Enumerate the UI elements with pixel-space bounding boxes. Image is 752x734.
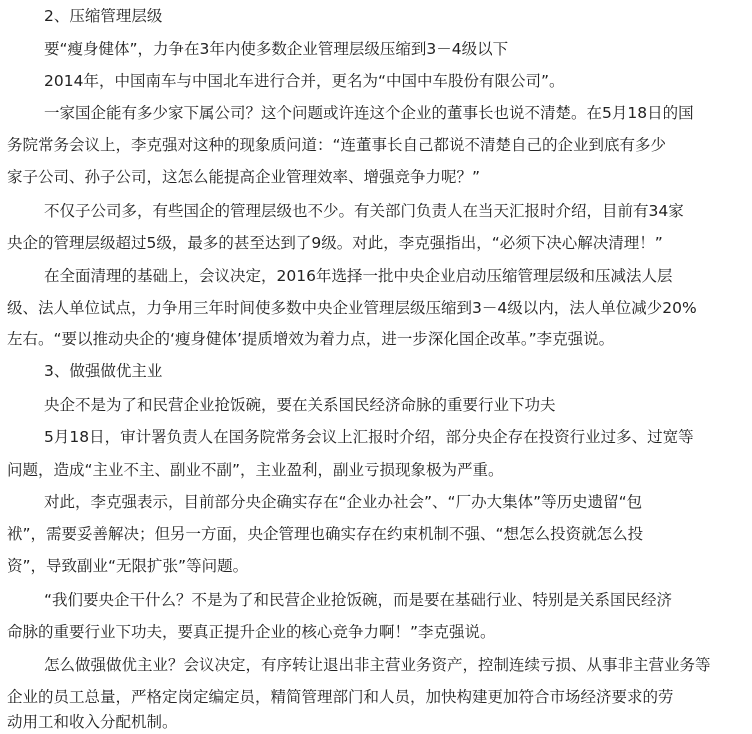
paragraph-line: 央企的管理层级超过5级，最多的甚至达到了9级。对此，李克强指出，“必须下决心解决清理！”	[7, 234, 663, 252]
subheading-slim-down: 要“瘦身健体”，力争在3年内使多数企业管理层级压缩到3－4级以下	[44, 40, 509, 58]
paragraph-line: 一家国企能有多少家下属公司？这个问题或许连这个企业的董事长也说不清楚。在5月18日的国	[44, 104, 694, 122]
paragraph-line: “我们要央企干什么？不是为了和民营企业抢饭碗，而是要在基础行业、特别是关系国民经济	[44, 591, 673, 609]
paragraph-line: 资”，导致副业“无限扩张”等问题。	[7, 557, 249, 575]
paragraph-line: 左右。“要以推动央企的‘瘦身健体’提质增效为着力点，进一步深化国企改革。”李克强说。	[7, 330, 615, 348]
subheading-core-industries: 央企不是为了和民营企业抢饭碗，要在关系国民经济命脉的重要行业下功夫	[44, 396, 556, 414]
paragraph-line: 在全面清理的基础上，会议决定，2016年选择一批中央企业启动压缩管理层级和压减法人层	[44, 267, 673, 285]
paragraph-line: 动用工和收入分配机制。	[7, 713, 178, 731]
section-heading-compress-levels: 2、压缩管理层级	[44, 7, 163, 25]
paragraph-line: 命脉的重要行业下功夫，要真正提升企业的核心竞争力啊！”李克强说。	[7, 623, 496, 641]
paragraph-line: 怎么做强做优主业？会议决定，有序转让退出非主营业务资产，控制连续亏损、从事非主营业务等	[44, 656, 711, 674]
paragraph-line: 务院常务会议上，李克强对这种的现象质问道：“连董事长自己都说不清楚自己的企业到底有多少	[7, 136, 667, 154]
section-heading-strengthen-core: 3、做强做优主业	[44, 362, 163, 380]
paragraph-line: 级、法人单位试点，力争用三年时间使多数中央企业管理层级压缩到3－4级以内，法人单位减少20%	[7, 299, 697, 317]
paragraph-line: 对此，李克强表示，目前部分央企确实存在“企业办社会”、“厂办大集体”等历史遗留“包	[44, 493, 643, 511]
paragraph-line: 不仅子公司多，有些国企的管理层级也不少。有关部门负责人在当天汇报时介绍，目前有34家	[44, 202, 684, 220]
paragraph-line: 家子公司、孙子公司，这怎么能提高企业管理效率、增强竞争力呢？”	[7, 168, 481, 186]
paragraph-line: 5月18日，审计署负责人在国务院常务会议上汇报时介绍，部分央企存在投资行业过多、过宽等	[44, 428, 694, 446]
paragraph-line: 问题，造成“主业不主、副业不副”，主业盈利，副业亏损现象极为严重。	[7, 461, 504, 479]
paragraph-line: 袱”，需要妥善解决；但另一方面，央企管理也确实存在约束机制不强、“想怎么投资就怎么投	[7, 525, 644, 543]
paragraph-line: 2014年，中国南车与中国北车进行合并，更名为“中国中车股份有限公司”。	[44, 72, 565, 90]
paragraph-line: 企业的员工总量，严格定岗定编定员，精简管理部门和人员，加快构建更加符合市场经济要求的劳	[7, 688, 674, 706]
